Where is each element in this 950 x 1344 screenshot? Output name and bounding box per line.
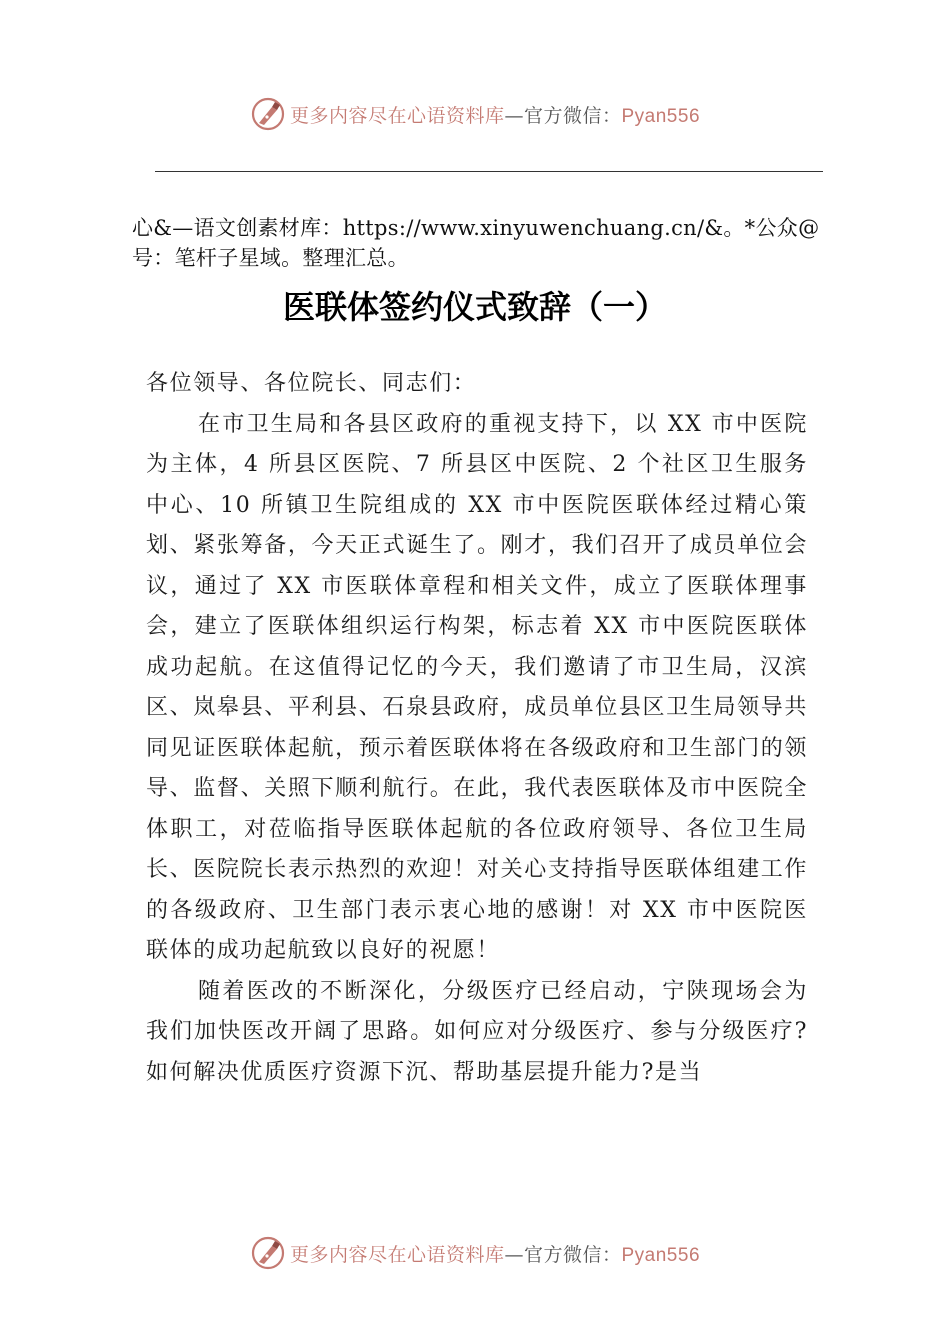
pen-nib-seal-logo: [250, 1235, 286, 1271]
banner-wechat-label: 官方微信：: [523, 1243, 622, 1266]
source-note: 心&—语文创素材库：https://www.xinyuwenchuang.cn/&。*公众@号：笔杆子星域。整理汇总。: [132, 216, 820, 270]
header-divider: [155, 171, 823, 172]
header-banner: [0, 94, 950, 134]
document-body: [146, 364, 808, 1093]
salutation: 各位领导、各位院长、同志们：: [146, 371, 477, 396]
paragraph: 随着医改的不断深化，分级医疗已经启动，宁陕现场会为我们加快医改开阔了思路。如何应对分级医疗、参与分级医疗?如何解决优质医疗资源下沉、帮助基层提升能力?是当: [146, 978, 808, 1085]
banner-wechat-id: Pyan556: [621, 1244, 701, 1266]
banner-text: [290, 1240, 700, 1267]
banner-wechat-id: Pyan556: [621, 105, 701, 127]
banner-dash: —: [504, 1243, 524, 1266]
banner-site-text: 更多内容尽在心语资料库: [289, 104, 505, 127]
banner-wechat-label: 官方微信：: [523, 104, 622, 127]
banner-site-text: 更多内容尽在心语资料库: [289, 1243, 505, 1266]
pen-nib-seal-logo: [250, 96, 286, 132]
paragraph: 在市卫生局和各县区政府的重视支持下，以 XX 市中医院为主体，4 所县区医院、7 所县区中医院、2 个社区卫生服务中心、10 所镇卫生院组成的 XX 市中医院医联体经过精心策划、紧张筹备，今天正式诞生了。刚才，我们召开了成员单位会议，通过了 XX 市医联体章程和相关文件，成立了医联体理事会，建立了医联体组织运行构架，标志着 XX 市中医院医联体成功起航。在这值得记忆的今天，我们邀请了市卫生局，汉滨区、岚皋县、平利县、石泉县政府，成员单位县区卫生局领导共同见证医联体起航，预示着医联体将在各级政府和卫生部门的领导、监督、关照下顺利航行。在此，我代表医联体及市中医院全体职工，对莅临指导医联体起航的各位政府领导、各位卫生局长、医院院长表示热烈的欢迎！对关心支持指导医联体组建工作的各级政府、卫生部门表示衷心地的感谢！对 XX 市中医院医联体的成功起航致以良好的祝愿！: [146, 411, 808, 963]
footer-banner: [0, 1233, 950, 1273]
banner-text: [290, 101, 700, 128]
document-title: 医联体签约仪式致辞（一）: [282, 288, 667, 326]
banner-dash: —: [504, 104, 524, 127]
